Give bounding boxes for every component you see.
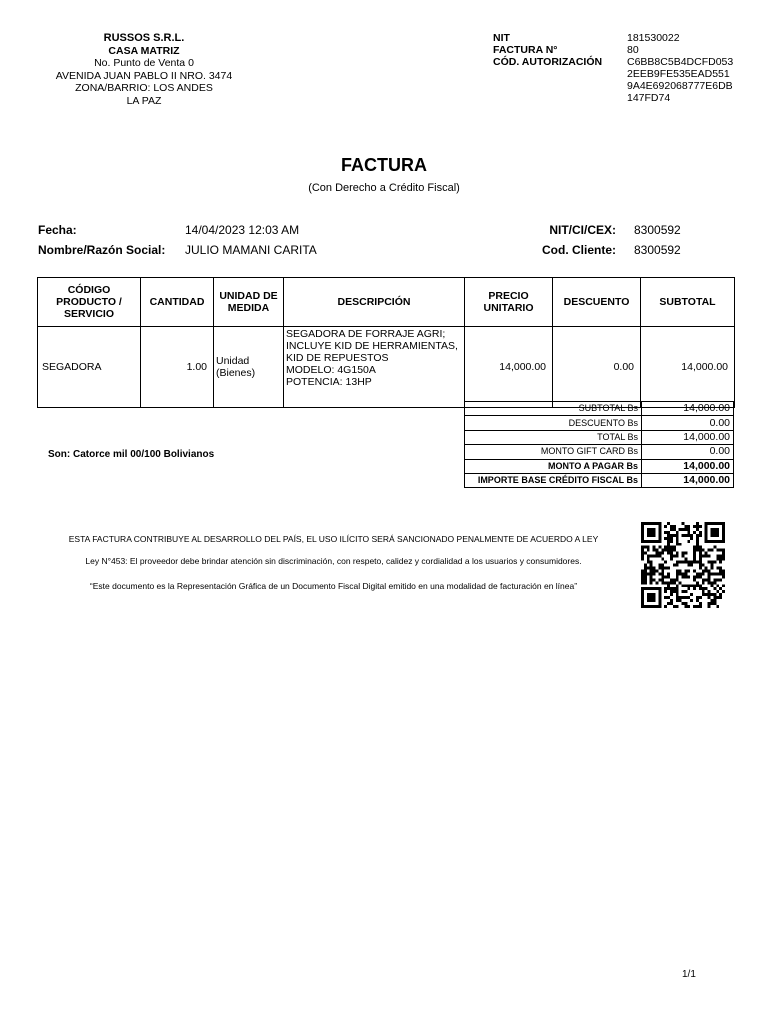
header-description: DESCRIPCIÓN: [284, 278, 465, 327]
fiscal-nit-label: NIT: [493, 32, 510, 44]
header-subtotal: SUBTOTAL: [641, 278, 735, 327]
item-code: SEGADORA: [38, 327, 141, 408]
point-of-sale: No. Punto de Venta 0: [94, 57, 194, 69]
authorization-row: [493, 56, 743, 104]
branch-name: CASA MATRIZ: [108, 44, 180, 57]
header-quantity: CANTIDAD: [141, 278, 214, 327]
totals-row-subtotal: [465, 402, 734, 416]
document-title: FACTURA: [341, 155, 427, 175]
totals-table: [464, 401, 734, 488]
tax-base-label: IMPORTE BASE CRÉDITO FISCAL Bs: [465, 473, 642, 487]
discount-value: 0.00: [642, 416, 734, 430]
customer-nit-value: 8300592: [634, 223, 681, 237]
qr-code-icon: [641, 522, 725, 608]
company-name: RUSSOS S.R.L.: [103, 32, 185, 44]
totals-row-total: [465, 430, 734, 444]
item-subtotal: 14,000.00: [641, 327, 735, 408]
items-table: [37, 277, 735, 408]
amount-due-label: MONTO A PAGAR Bs: [465, 459, 642, 473]
header-code: CÓDIGO PRODUCTO / SERVICIO: [38, 278, 141, 327]
table-row: [38, 327, 735, 408]
customer-name-label: Nombre/Razón Social:: [38, 243, 166, 257]
client-code-label: Cod. Cliente:: [542, 243, 616, 257]
gift-card-value: 0.00: [642, 445, 734, 459]
total-label: TOTAL Bs: [465, 430, 642, 444]
amount-in-words: Son: Catorce mil 00/100 Bolivianos: [48, 449, 215, 460]
header-discount: DESCUENTO: [553, 278, 641, 327]
issuer-city: LA PAZ: [126, 94, 162, 107]
item-discount: 0.00: [553, 327, 641, 408]
fiscal-block: [493, 32, 743, 104]
subtotal-label: SUBTOTAL Bs: [465, 402, 642, 416]
document-subtitle: (Con Derecho a Crédito Fiscal): [308, 182, 460, 194]
invoice-number-value: 80: [627, 44, 639, 56]
page-number: 1/1: [682, 969, 696, 980]
issuer-address: AVENIDA JUAN PABLO II NRO. 3474: [55, 69, 233, 82]
item-quantity: 1.00: [141, 327, 214, 408]
item-description: SEGADORA DE FORRAJE AGRI; INCLUYE KID DE HERRAMIENTAS, KID DE REPUESTOS MODELO: 4G150A POTENCIA: 13HP: [284, 327, 465, 408]
legal-notice: ESTA FACTURA CONTRIBUYE AL DESARROLLO DEL PAÍS, EL USO ILÍCITO SERÁ SANCIONADO PENALMENTE DE ACUERDO A LEY: [68, 534, 599, 544]
items-header-row: [38, 278, 735, 327]
header-unit: UNIDAD DE MEDIDA: [214, 278, 284, 327]
issuer-zone: ZONA/BARRIO: LOS ANDES: [75, 82, 213, 94]
totals-row-discount: [465, 416, 734, 430]
totals-row-amount-due: [465, 459, 734, 473]
totals-row-tax-base: [465, 473, 734, 487]
consumer-law-notice: Ley N°453: El proveedor debe brindar atención sin discriminación, con respeto, calidez y cordialidad a los usuarios y consumidores.: [85, 556, 582, 566]
fiscal-nit-value: 181530022: [627, 32, 680, 44]
totals-row-gift-card: [465, 445, 734, 459]
date-label: Fecha:: [38, 223, 77, 237]
invoice-number-row: [493, 44, 743, 56]
discount-label: DESCUENTO Bs: [465, 416, 642, 430]
header-unit-price: PRECIO UNITARIO: [465, 278, 553, 327]
client-code-value: 8300592: [634, 243, 681, 257]
digital-document-notice: “Este documento es la Representación Gráfica de un Documento Fiscal Digital emitido en una modalidad de facturación en línea”: [89, 581, 578, 591]
authorization-label: CÓD. AUTORIZACIÓN: [493, 56, 603, 68]
customer-name-value: JULIO MAMANI CARITA: [185, 243, 317, 257]
item-unit-price: 14,000.00: [465, 327, 553, 408]
gift-card-label: MONTO GIFT CARD Bs: [465, 445, 642, 459]
issuer-block: [40, 32, 248, 107]
item-unit: Unidad (Bienes): [214, 327, 284, 408]
subtotal-value: 14,000.00: [642, 402, 734, 416]
authorization-code: C6BB8C5B4DCFD053 2EEB9FE535EAD551 9A4E692068777E6DB 147FD74: [627, 56, 734, 104]
amount-due-value: 14,000.00: [642, 459, 734, 473]
invoice-number-label: FACTURA N°: [493, 44, 558, 56]
fiscal-nit-row: [493, 32, 743, 44]
customer-nit-label: NIT/CI/CEX:: [549, 223, 616, 237]
total-value: 14,000.00: [642, 430, 734, 444]
tax-base-value: 14,000.00: [642, 473, 734, 487]
date-value: 14/04/2023 12:03 AM: [185, 223, 300, 237]
